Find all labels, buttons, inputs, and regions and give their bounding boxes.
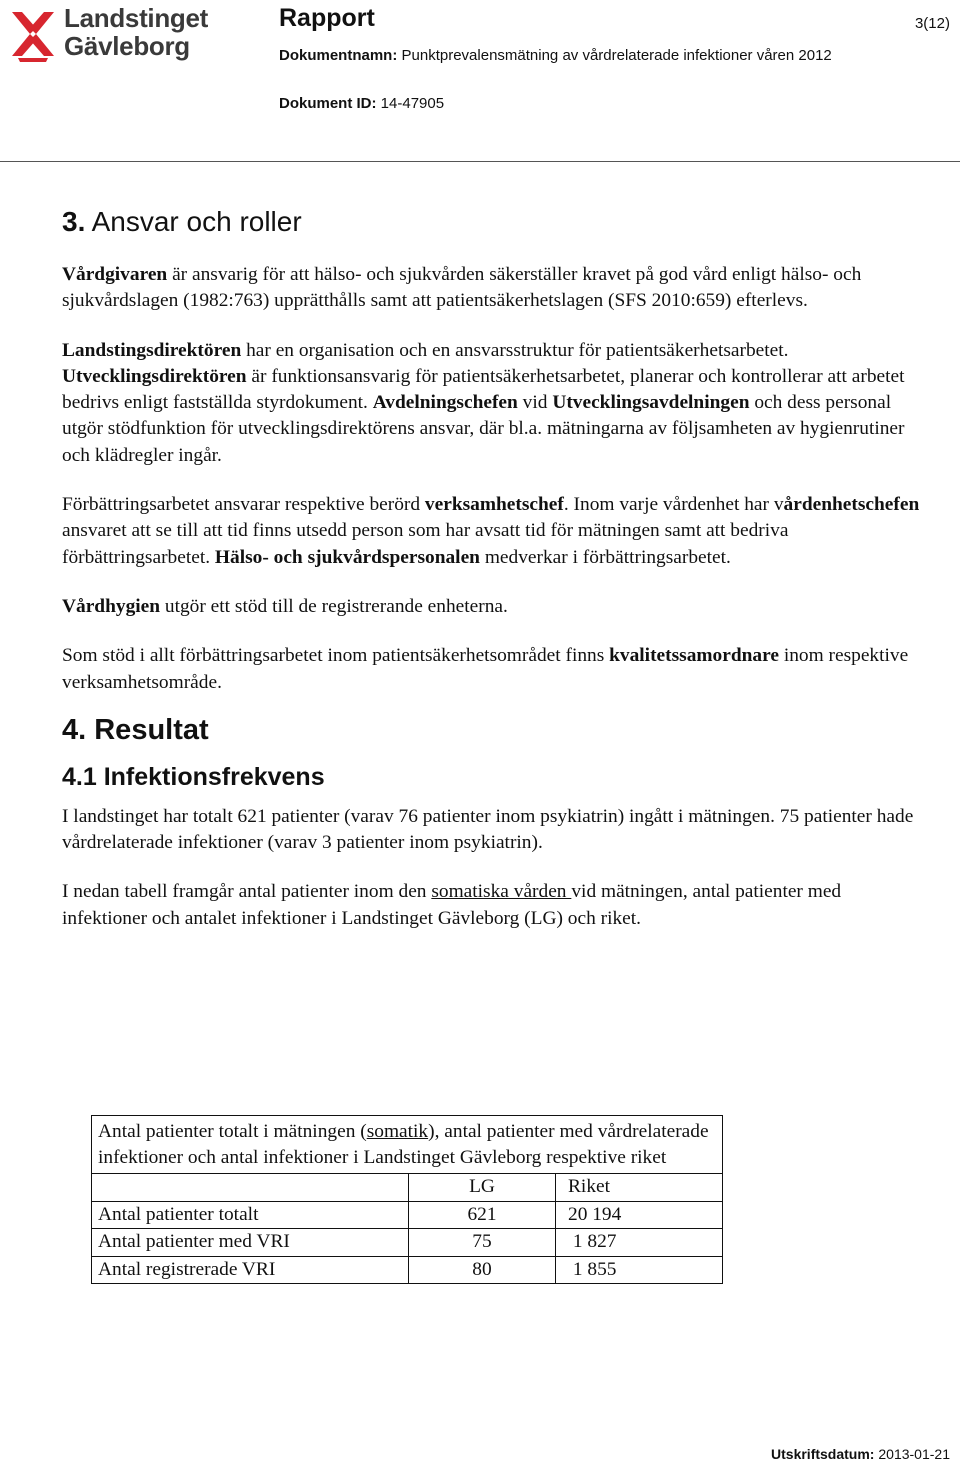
doc-name-label: Dokumentnamn: bbox=[279, 47, 398, 64]
table-header-cell bbox=[92, 1174, 409, 1202]
text: medverkar i förbättringsarbetet. bbox=[479, 546, 731, 568]
table-caption-row bbox=[92, 1116, 723, 1174]
table-cell: 1 827 bbox=[556, 1229, 723, 1257]
paragraph-forbattringsarbetet bbox=[62, 492, 922, 571]
term-utvecklingsdirektoren: Utvecklingsdirektören bbox=[62, 365, 247, 387]
table-header-cell: Riket bbox=[556, 1174, 723, 1202]
table-cell: Antal patienter med VRI bbox=[92, 1229, 409, 1257]
text: Förbättringsarbetet ansvarar respektive berörd bbox=[62, 494, 425, 516]
term-landstingsdirektoren: Landstingsdirektören bbox=[62, 339, 242, 361]
table-cell: 75 bbox=[409, 1229, 556, 1257]
org-logo bbox=[8, 4, 218, 64]
text: vid bbox=[517, 392, 553, 414]
print-date-label: Utskriftsdatum: bbox=[771, 1446, 875, 1462]
text: och dess personal utgör stödfunktion för utvecklingsdirektörens ansvar, där bl.a. mätningarna av följsamheten av hygienrutiner och klädregler ingår. bbox=[62, 392, 905, 466]
print-date-value: 2013-01-21 bbox=[878, 1446, 950, 1462]
table-cell: Antal registrerade VRI bbox=[92, 1256, 409, 1284]
text: har en organisation och en ansvarsstruktur för patientsäkerhetsarbetet. bbox=[241, 339, 789, 361]
page-content bbox=[62, 205, 922, 932]
text: är funktionsansvarig för patientsäkerhetsarbetet, planerar och kontrollerar att arbetet bedrivs enligt fastställda styrdokument. bbox=[62, 365, 905, 414]
term-vardenhetschefen: årdenhetschefen bbox=[783, 494, 920, 516]
section-3-heading bbox=[62, 205, 922, 239]
term-avdelningschefen: Avdelningschefen bbox=[372, 392, 518, 414]
doc-id-label: Dokument ID: bbox=[279, 95, 377, 112]
text: Som stöd i allt förbättringsarbetet inom patientsäkerhetsområdet finns bbox=[62, 645, 610, 667]
text: är ansvarig för att hälso- och sjukvården säkerställer kravet på god vård enligt hälso- och sjukvårdslagen (1982:763) upprätthålls samt att patientsäkerhetslagen (SFS 2010:659) efterlevs. bbox=[62, 264, 862, 312]
print-date bbox=[771, 1446, 950, 1462]
org-name bbox=[64, 4, 208, 60]
header-divider bbox=[0, 161, 960, 162]
paragraph-vardgivaren bbox=[62, 262, 922, 315]
text: ansvaret att se till att tid finns utsedd person som har avsatt tid för mätningen samt att bedriva förbättringsarbetet. bbox=[62, 520, 789, 568]
table-header-cell: LG bbox=[409, 1174, 556, 1202]
term-vardhygien: Vårdhygien bbox=[62, 595, 161, 617]
text: ), antal patienter med vårdrelaterade infektioner och antal infektioner i Landstinget Gävleborg respektive riket bbox=[98, 1121, 709, 1168]
term-kvalitetssamordnare: kvalitetssamordnare bbox=[609, 645, 779, 667]
table-caption bbox=[92, 1116, 723, 1174]
table-row bbox=[92, 1201, 723, 1229]
paragraph-kvalitetssamordnare bbox=[62, 643, 922, 696]
paragraph-tabell-intro bbox=[62, 879, 922, 932]
table-row bbox=[92, 1229, 723, 1257]
org-name-line1: Landstinget bbox=[64, 3, 209, 33]
term-utvecklingsavdelningen: Utvecklingsavdelningen bbox=[552, 392, 750, 414]
table-header-row bbox=[92, 1174, 723, 1202]
table-cell: 80 bbox=[409, 1256, 556, 1284]
page-number: 3(12) bbox=[914, 15, 950, 32]
term-vardgivaren: Vårdgivaren bbox=[62, 264, 168, 285]
term-halso-och-sjukvardspersonalen: Hälso- och sjukvårdspersonalen bbox=[214, 546, 480, 568]
doc-name-line bbox=[279, 47, 832, 64]
table-cell: 1 855 bbox=[556, 1256, 723, 1284]
doc-id-line bbox=[279, 95, 444, 112]
text: . Inom varje vårdenhet har v bbox=[563, 494, 784, 516]
underlined-somatiska-varden: somatiska vården bbox=[431, 881, 572, 903]
table-cell: 621 bbox=[409, 1201, 556, 1229]
text: vid mätningen, antal patienter med infektioner och antalet infektioner i Landstinget Gävleborg (LG) och riket. bbox=[62, 881, 842, 929]
paragraph-infektionsfrekvens: I landstinget har totalt 621 patienter (varav 76 patienter inom psykiatrin) ingått i mätningen. 75 patienter hade vårdrelaterade infektioner (varav 3 patienter inom psykiatrin). bbox=[62, 805, 914, 854]
section-3-title: Ansvar och roller bbox=[91, 206, 302, 237]
text: inom respektive verksamhetsområde. bbox=[62, 645, 909, 693]
underlined-somatik: somatik bbox=[366, 1121, 429, 1142]
doc-id-value: 14-47905 bbox=[380, 95, 445, 112]
paragraph-vardhygien bbox=[62, 594, 922, 620]
section-4-heading: 4. Resultat bbox=[62, 713, 209, 746]
infection-table bbox=[91, 1115, 723, 1284]
text: utgör ett stöd till de registrerande enheterna. bbox=[160, 595, 508, 617]
term-verksamhetschef: verksamhetschef bbox=[424, 494, 564, 516]
section-4-1-heading: 4.1 Infektionsfrekvens bbox=[62, 762, 325, 791]
table-cell: Antal patienter totalt bbox=[92, 1201, 409, 1229]
section-3-number: 3. bbox=[62, 206, 86, 237]
text: I nedan tabell framgår antal patienter inom den bbox=[62, 881, 432, 903]
doc-type-title: Rapport bbox=[279, 4, 375, 32]
table-cell: 20 194 bbox=[556, 1201, 723, 1229]
landstinget-logo-mark-icon bbox=[8, 6, 60, 62]
paragraph-landstingsdirektoren bbox=[62, 338, 922, 469]
text: Antal patienter totalt i mätningen ( bbox=[98, 1121, 367, 1142]
org-name-line2: Gävleborg bbox=[64, 31, 190, 61]
doc-name-value: Punktprevalensmätning av vårdrelaterade infektioner våren 2012 bbox=[401, 47, 832, 64]
table-row bbox=[92, 1256, 723, 1284]
